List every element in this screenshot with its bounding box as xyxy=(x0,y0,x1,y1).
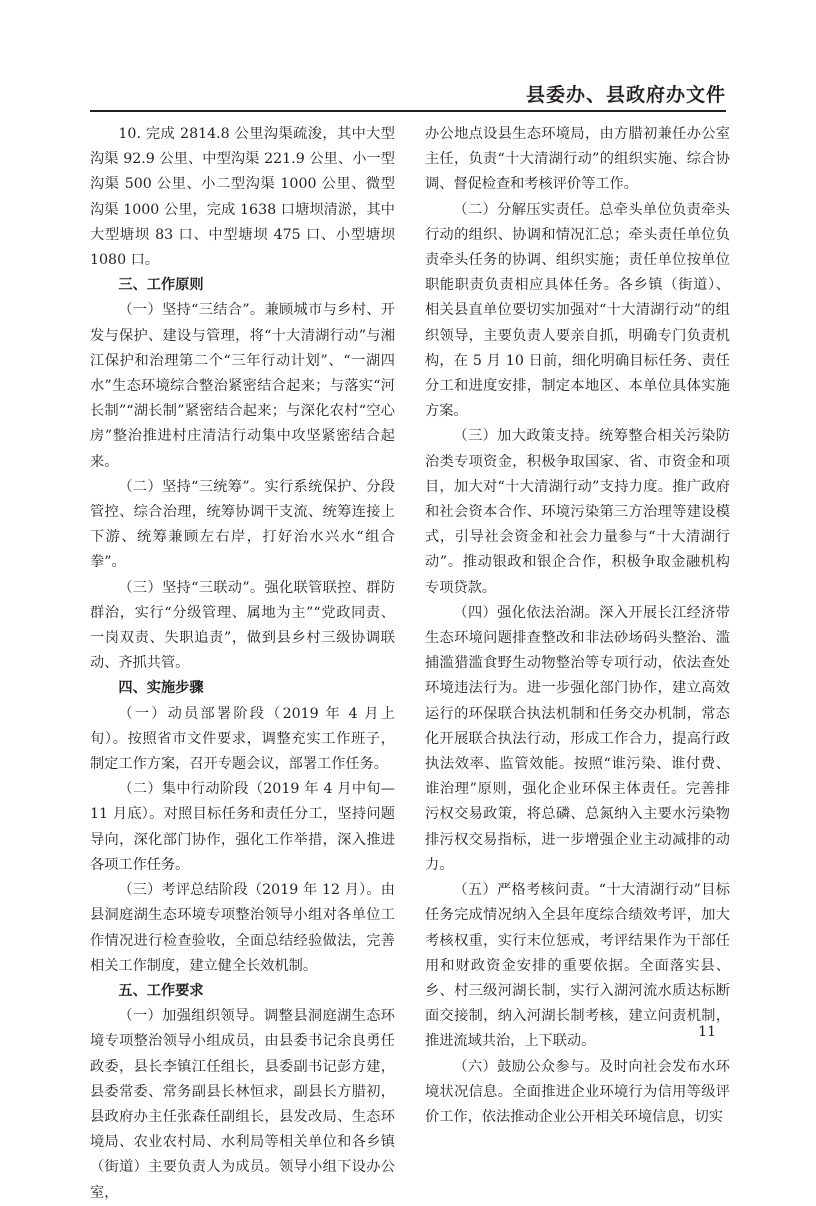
right-column xyxy=(425,122,730,1130)
left-column xyxy=(90,122,395,1206)
paragraph: （一）坚持“三结合”。兼顾城市与乡村、开发与保护、建设与管理，将“十大清湖行动”与湘江保护和治理第二个“三年行动计划”、“一湖四水”生态环境综合整治紧密结合起来；与落实“河长制”“湖长制”紧密结合起来；与深化农村“空心房”整治推进村庄清洁行动集中攻坚紧密结合起来。 xyxy=(90,302,395,470)
paragraph: （四）强化依法治湖。深入开展长江经济带生态环境问题排查整改和非法砂场码头整治、滥捕滥猎滥食野生动物整治等专项行动，依法查处环境违法行为。进一步强化部门协作，建立高效运行的环保联合执法机制和任务交办机制，常态化开展联合执法行动，形成工作合力，提高行政执法效率、监管效能。按照“谁污染、谁付费、谁治理”原则，强化企业环保主体责任。完善排污权交易政策，将总磷、总氮纳入主要水污染物排污权交易指标，进一步增强企业主动减排的动力。 xyxy=(425,604,730,873)
paragraph: （二）集中行动阶段（2019 年 4 月中旬—11 月底）。对照目标任务和责任分工，坚持问题导向，深化部门协作，强化工作举措，深入推进各项工作任务。 xyxy=(90,781,395,873)
paragraph: 10. 完成 2814.8 公里沟渠疏浚，其中大型沟渠 92.9 公里、中型沟渠 221.9 公里、小一型沟渠 500 公里、小二型沟渠 1000 公里、微型沟渠 1000 公里，完成 1638 口塘坝清淤，其中大型塘坝 83 口、中型塘坝 475 口、小型塘坝 1080 口。 xyxy=(90,126,395,269)
section-heading: 三、工作原则 xyxy=(118,277,204,294)
paragraph: （一）动员部署阶段（2019 年 4 月上旬）。按照省市文件要求，调整充实工作班子，制定工作方案，召开专题会议，部署工作任务。 xyxy=(90,705,395,773)
paragraph: （五）严格考核问责。“十大清湖行动”目标任务完成情况纳入全县年度综合绩效考评，加大考核权重，实行末位惩戒，考评结果作为干部任用和财政资金安排的重要依据。全面落实县、乡、村三级河湖长制，实行入湖河流水质达标断面交接制，纳入河湖长制考核，建立问责机制，推进流域共治，上下联动。 xyxy=(425,882,730,1050)
paragraph: （二）坚持“三统筹”。实行系统保护、分段管控、综合治理，统筹协调干支流、统筹连接上下游、统筹兼顾左右岸，打好治水兴水“组合拳”。 xyxy=(90,478,395,571)
header-divider xyxy=(90,110,726,112)
paragraph: （三）考评总结阶段（2019 年 12 月）。由县洞庭湖生态环境专项整治领导小组对各单位工作情况进行检查验收，全面总结经验做法，完善相关工作制度，建立健全长效机制。 xyxy=(90,882,395,974)
continued-paragraph: 办公地点设县生态环境局，由方腊初兼任办公室主任，负责“十大清湖行动”的组织实施、综合协调、督促检查和考核评价等工作。 xyxy=(425,126,730,193)
paragraph: （二）分解压实责任。总牵头单位负责牵头行动的组织、协调和情况汇总；牵头责任单位负责牵头任务的协调、组织实施；责任单位按单位职能职责负责相应具体任务。各乡镇（街道）、相关县直单位要切实加强对“十大清湖行动”的组织领导，主要负责人要亲自抓，明确专门负责机构，在 5 月 10 日前，细化明确目标任务、责任分工和进度安排，制定本地区、本单位具体实施方案。 xyxy=(425,201,730,420)
paragraph: （一）加强组织领导。调整县洞庭湖生态环境专项整治领导小组成员，由县委书记余良勇任政委，县长李镇江任组长，县委副书记彭方建，县委常委、常务副县长林恒求，副县长方腊初，县政府办主任张森任副组长，县发改局、生态环境局、农业农村局、水利局等相关单位和各乡镇（街道）主要负责人为成员。领导小组下设办公室， xyxy=(90,1008,395,1201)
page-number: 11 xyxy=(698,1024,716,1040)
section-heading: 五、工作要求 xyxy=(118,982,204,999)
header-title: 县委办、县政府办文件 xyxy=(525,84,726,106)
paragraph: （六）鼓励公众参与。及时向社会发布水环境状况信息。全面推进企业环境行为信用等级评价工作，依法推动企业公开相关环境信息，切实 xyxy=(425,1058,730,1125)
section-heading: 四、实施步骤 xyxy=(118,680,204,697)
paragraph: （三）加大政策支持。统筹整合相关污染防治类专项资金，积极争取国家、省、市资金和项目，加大对“十大清湖行动”支持力度。推广政府和社会资本合作、环境污染第三方治理等建设模式，引导社会资金和社会力量参与“十大清湖行动”。推动银政和银企合作，积极争取金融机构专项贷款。 xyxy=(425,428,730,596)
paragraph: （三）坚持“三联动”。强化联管联控、群防群治，实行“分级管理、属地为主”“党政同责、一岗双责、失职追责”，做到县乡村三级协调联动、齐抓共管。 xyxy=(90,579,395,672)
